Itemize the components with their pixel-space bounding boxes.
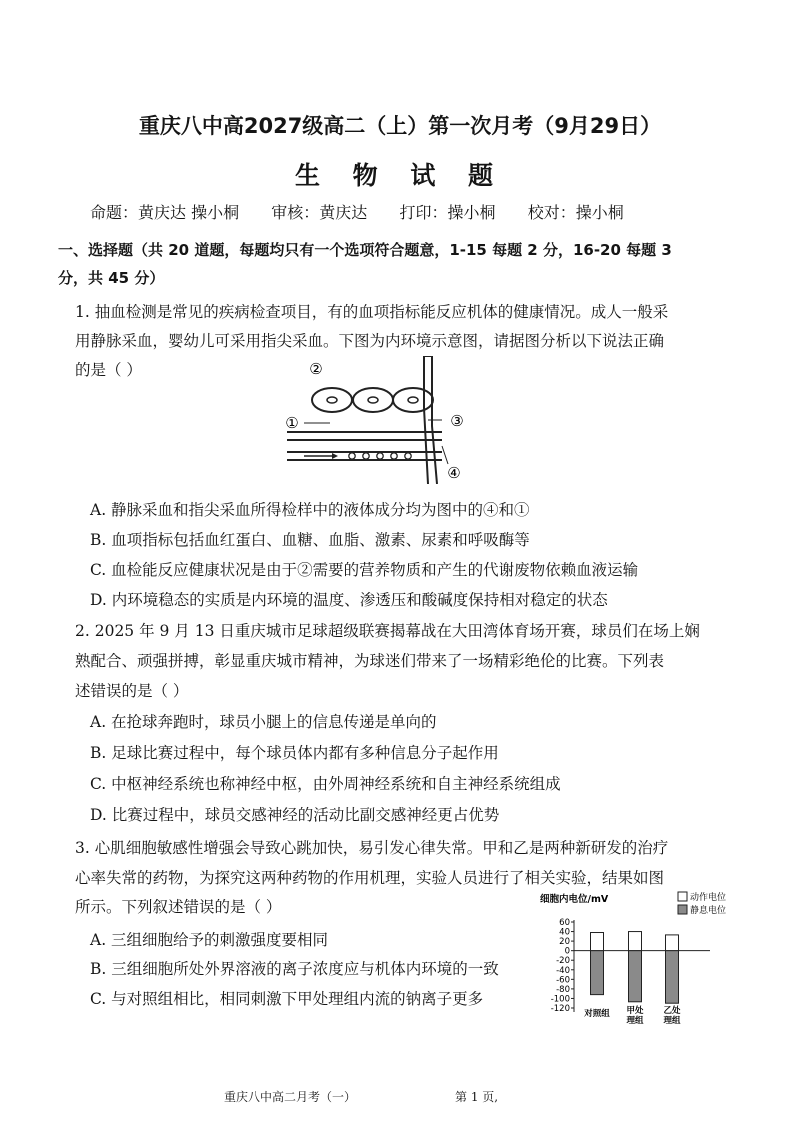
q1-option-b: B. 血项指标包括血红蛋白、血糖、血脂、激素、尿素和呼吸酶等 (90, 531, 530, 549)
blood-cell (363, 453, 369, 459)
q3-option-c: C. 与对照组相比，相同刺激下甲处理组内流的钠离子更多 (90, 990, 484, 1008)
tissue-cell (393, 388, 433, 412)
inner-environment-diagram (282, 356, 472, 484)
category-label: 甲处 (626, 1006, 644, 1016)
staff-reviewer: 审核：黄庆达 (271, 203, 368, 222)
staff-proofreader: 校对：操小桐 (527, 203, 624, 222)
y-tick-label: 20 (559, 937, 570, 948)
membrane-potential-chart (530, 890, 740, 1030)
q3-option-a: A. 三组细胞给予的刺激强度要相同 (90, 931, 329, 949)
section-heading: 一、选择题（共 20 道题，每题均只有一个选项符合题意，1-15 每题 2 分，16-20 每题 3 (58, 241, 672, 259)
q2-stem-line: 述错误的是（ ） (75, 682, 189, 700)
category-label: 对照组 (584, 1009, 610, 1019)
y-tick-label: -80 (556, 984, 570, 995)
flow-arrowhead (332, 453, 338, 459)
q3-stem-line: 心率失常的药物，为探究这两种药物的作用机理，实验人员进行了相关实验，结果如图 (75, 869, 665, 887)
chart-ylabel: 细胞内电位/mV (540, 894, 609, 905)
blood-cell (391, 453, 397, 459)
footer-left: 重庆八中高二月考（一） (224, 1090, 357, 1104)
legend-action: 动作电位 (690, 893, 727, 903)
q1-stem-line: 的是（ ） (75, 361, 142, 379)
q2-stem-line: 2. 2025 年 9 月 13 日重庆城市足球超级联赛揭幕战在大田湾体育场开赛，球员们在场上娴 (75, 622, 700, 640)
legend-resting: 静息电位 (690, 906, 727, 916)
resting-potential-bar-3 (666, 951, 679, 1004)
action-potential-bar-2 (629, 932, 642, 951)
q3-stem-line: 所示。下列叙述错误的是（ ） (75, 898, 282, 916)
q1-option-a: A. 静脉采血和指尖采血所得检样中的液体成分均为图中的④和① (90, 501, 530, 519)
y-tick-label: 60 (559, 918, 570, 928)
callout-line (442, 446, 448, 464)
staff-line (90, 203, 624, 223)
exam-title: 重庆八中高2027级高二（上）第一次月考（9月29日） (138, 114, 662, 138)
footer-page: 第 1 页, (455, 1090, 499, 1104)
category-label: 乙处 (663, 1006, 681, 1016)
subject-title: 生 物 试 题 (294, 161, 506, 190)
resting-potential-bar-1 (591, 951, 604, 995)
q1-option-d: D. 内环境稳态的实质是内环境的温度、渗透压和酸碱度保持相对稳定的状态 (90, 591, 608, 609)
cell-nucleus (327, 397, 337, 403)
legend-swatch-resting (678, 905, 687, 914)
y-tick-label: -20 (556, 956, 570, 967)
q2-option-a: A. 在抢球奔跑时，球员小腿上的信息传递是单向的 (90, 713, 437, 731)
q2-option-c: C. 中枢神经系统也称神经中枢，由外周神经系统和自主神经系统组成 (90, 775, 561, 793)
label-4: ④ (447, 464, 461, 482)
action-potential-bar-1 (591, 933, 604, 951)
y-tick-label: 40 (559, 927, 570, 938)
y-tick-label: 0 (564, 946, 570, 957)
q2-option-d: D. 比赛过程中，球员交感神经的活动比副交感神经更占优势 (90, 806, 500, 824)
q1-option-c: C. 血检能反应健康状况是由于②需要的营养物质和产生的代谢废物依赖血液运输 (90, 561, 639, 579)
capillary-upper (287, 432, 442, 440)
category-label: 理组 (626, 1016, 644, 1026)
staff-author: 命题：黄庆达 操小桐 (90, 203, 240, 222)
y-tick-label: -60 (556, 975, 570, 986)
action-potential-bar-3 (666, 935, 679, 951)
section-heading-cont: 分，共 45 分） (58, 269, 165, 287)
y-tick-label: -120 (550, 1004, 570, 1014)
y-tick-label: -100 (550, 994, 570, 1005)
category-label: 理组 (663, 1016, 681, 1026)
blood-cell (405, 453, 411, 459)
blood-cell (349, 453, 355, 459)
q2-option-b: B. 足球比赛过程中，每个球员体内都有多种信息分子起作用 (90, 744, 499, 762)
label-2: ② (309, 360, 323, 378)
q3-option-b: B. 三组细胞所处外界溶液的离子浓度应与机体内环境的一致 (90, 960, 499, 978)
blood-cell (377, 453, 383, 459)
q3-stem-line: 3. 心肌细胞敏感性增强会导致心跳加快，易引发心律失常。甲和乙是两种新研发的治疗 (75, 839, 669, 857)
label-3: ③ (450, 412, 464, 430)
tissue-cell (312, 388, 352, 412)
q1-stem-line: 用静脉采血，婴幼儿可采用指尖采血。下图为内环境示意图，请据图分析以下说法正确 (75, 332, 665, 350)
q2-stem-line: 熟配合、顽强拼搏，彰显重庆城市精神，为球迷们带来了一场精彩绝伦的比赛。下列表 (75, 652, 665, 670)
resting-potential-bar-2 (629, 951, 642, 1002)
y-tick-label: -40 (556, 965, 570, 976)
tissue-cell (353, 388, 393, 412)
q1-stem-line: 1. 抽血检测是常见的疾病检查项目，有的血项指标能反应机体的健康情况。成人一般采 (75, 303, 669, 321)
cell-nucleus (368, 397, 378, 403)
label-1: ① (285, 414, 299, 432)
cell-nucleus (408, 397, 418, 403)
legend-swatch-action (678, 892, 687, 901)
staff-printer: 打印：操小桐 (399, 203, 496, 222)
